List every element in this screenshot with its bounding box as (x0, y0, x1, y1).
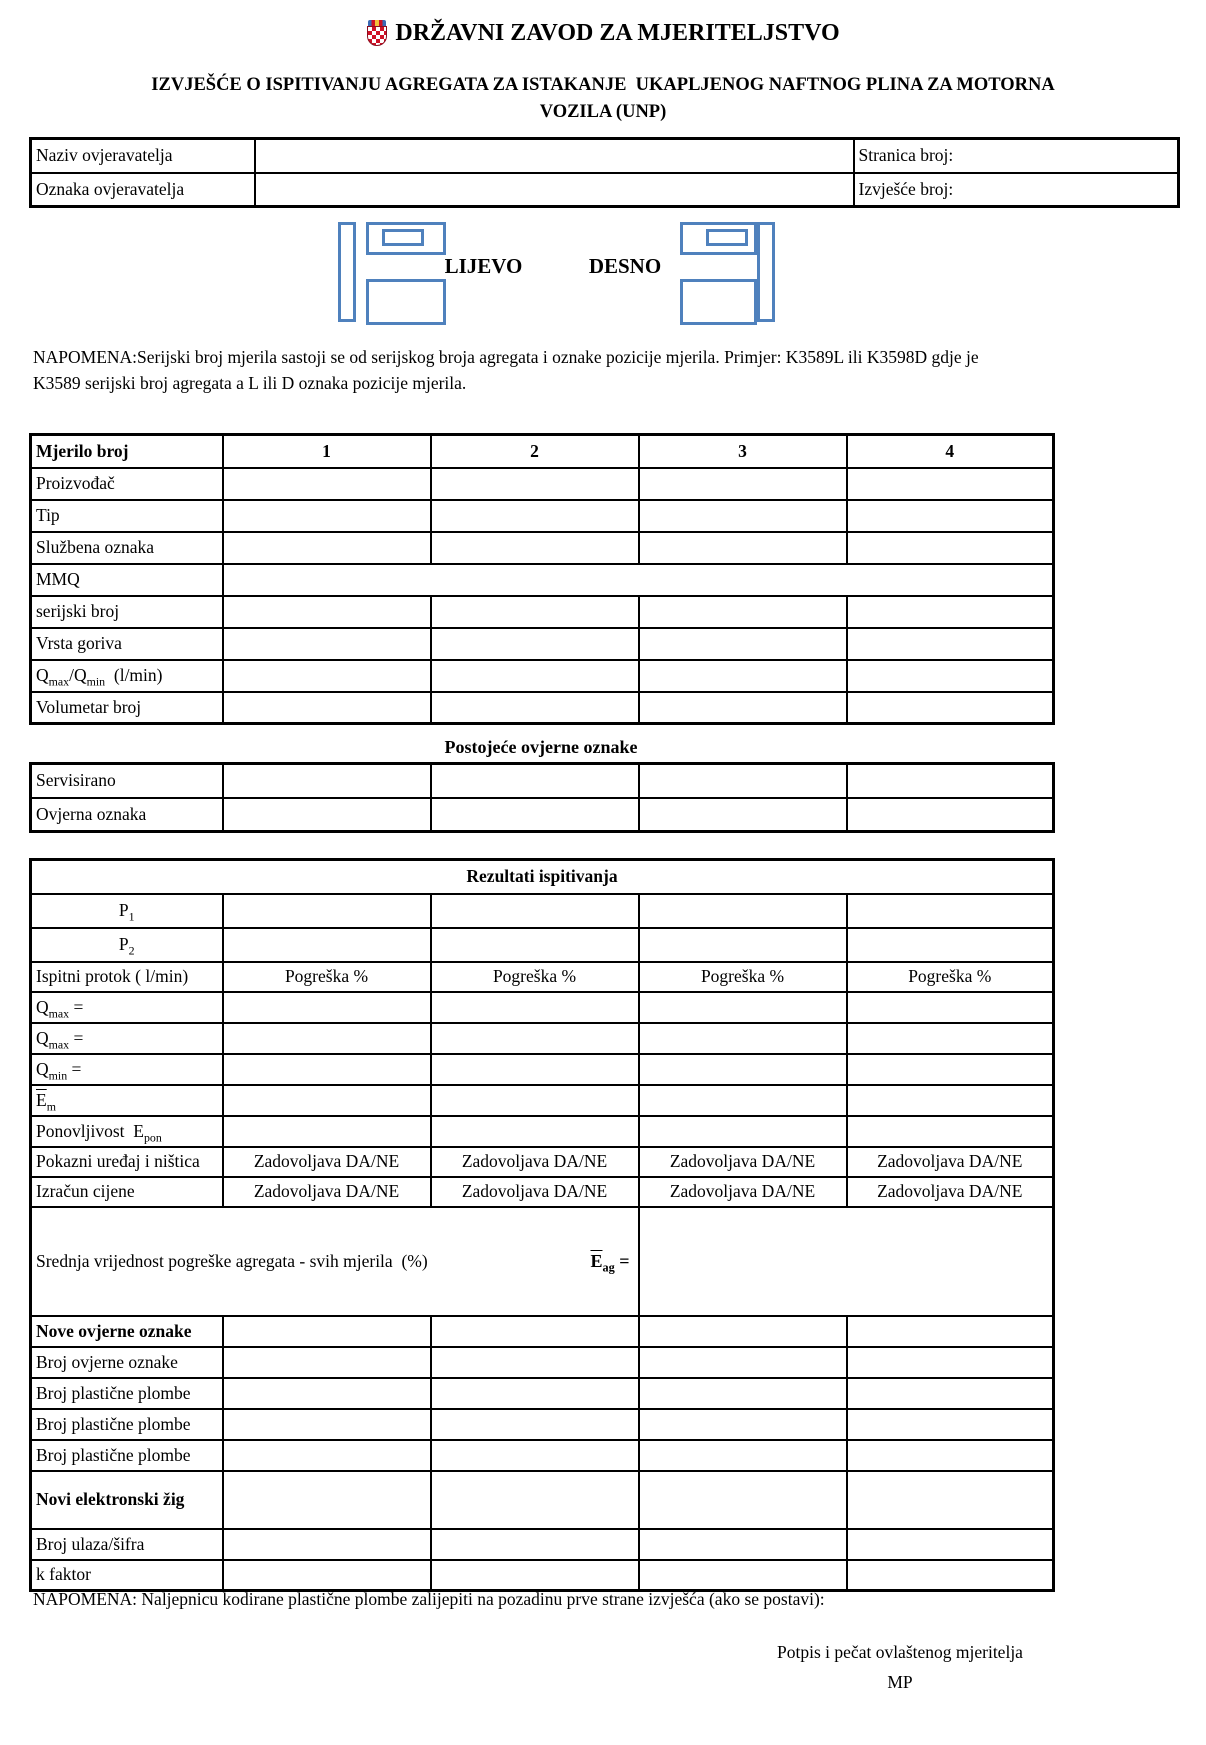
signature-caption: Potpis i pečat ovlaštenog mjeritelja (777, 1642, 1023, 1662)
value-cell (431, 894, 639, 928)
value-cell (847, 1409, 1054, 1440)
value-cell (223, 500, 431, 532)
verifier-mark-label: Oznaka ovjeravatelja (31, 173, 255, 207)
value-cell (431, 1378, 639, 1409)
value-cell (639, 1085, 847, 1116)
dispenser-figure-left (338, 222, 450, 325)
value-cell (847, 1440, 1054, 1471)
meter-number-label: Mjerilo broj (31, 435, 223, 468)
row-label: Broj ovjerne oznake (31, 1347, 223, 1378)
value-cell (847, 1054, 1054, 1085)
table-row (31, 928, 1054, 962)
merged-value-cell (223, 564, 1054, 596)
row-label: Vrsta goriva (31, 628, 223, 660)
sticker-note: NAPOMENA: Naljepnicu kodirane plastične plombe zalijepiti na pozadinu prve strane izvješća (ako se postavi): (33, 1589, 825, 1609)
dispenser-figure-right (680, 222, 775, 325)
value-cell (639, 1347, 847, 1378)
value-cell (639, 1316, 847, 1347)
value-cell (223, 764, 431, 798)
table-row (31, 764, 1054, 798)
report-title-line-2: VOZILA (UNP) (539, 102, 667, 122)
table-row (31, 1440, 1054, 1471)
value-cell (431, 798, 639, 832)
table-row (31, 500, 1054, 532)
value-cell (431, 468, 639, 500)
croatia-coat-of-arms-icon (366, 20, 388, 47)
value-cell (847, 1471, 1054, 1529)
table-row (31, 1347, 1054, 1378)
row-label: Proizvođač (31, 468, 223, 500)
pass-fail-cell: Zadovoljava DA/NE (639, 1147, 847, 1177)
table-row (31, 173, 1179, 207)
value-cell (639, 1378, 847, 1409)
value-cell (431, 1316, 639, 1347)
value-cell (847, 894, 1054, 928)
pass-fail-cell: Zadovoljava DA/NE (223, 1147, 431, 1177)
serial-number-note (33, 344, 1183, 396)
value-cell (847, 660, 1054, 692)
value-cell (223, 1409, 431, 1440)
row-label-qmin: $Q_{min}$ = (31, 1054, 223, 1085)
value-cell (223, 1054, 431, 1085)
row-label: MMQ (31, 564, 223, 596)
error-column-header: Pogreška % (847, 962, 1054, 992)
row-label: Pokazni uređaj i ništica (31, 1147, 223, 1177)
value-cell (223, 798, 431, 832)
value-cell (847, 500, 1054, 532)
row-label: Broj plastične plombe (31, 1440, 223, 1471)
existing-marks-table (29, 762, 1055, 833)
new-marks-label: Nove ovjerne oznake (31, 1316, 223, 1347)
table-row (31, 1409, 1054, 1440)
results-title: Rezultati ispitivanja (31, 860, 1054, 894)
signature-block (740, 1642, 1060, 1693)
row-label: Broj plastične plombe (31, 1378, 223, 1409)
dispenser-pillar (338, 222, 356, 322)
table-row (31, 596, 1054, 628)
error-column-header: Pogreška % (639, 962, 847, 992)
value-cell (847, 928, 1054, 962)
electronic-seal-label: Novi elektronski žig (31, 1471, 223, 1529)
row-label-repeatability: Ponovljivost $E_{pon}$ (31, 1116, 223, 1147)
value-cell (223, 1085, 431, 1116)
value-cell (847, 992, 1054, 1023)
dispenser-body-box (680, 279, 757, 325)
value-cell (847, 1316, 1054, 1347)
value-cell (639, 1440, 847, 1471)
value-cell (431, 1085, 639, 1116)
column-header-3: 3 (639, 435, 847, 468)
dispenser-display-window (706, 229, 748, 246)
value-cell (431, 628, 639, 660)
row-label-p2: $P_2$ (31, 928, 223, 962)
value-cell (639, 992, 847, 1023)
pass-fail-cell: Zadovoljava DA/NE (431, 1177, 639, 1207)
serial-note-line-1: NAPOMENA:Serijski broj mjerila sastoji se od serijskog broja agregata i oznake pozicije mjerila. Primjer: K3589L ili K3598D gdje je (33, 347, 979, 367)
row-label-qmax: $Q_{max}$ = (31, 992, 223, 1023)
value-cell (639, 1116, 847, 1147)
value-cell (639, 798, 847, 832)
mean-error-symbol: $\overline{E}_{ag}$ = (590, 1250, 630, 1275)
table-row (31, 992, 1054, 1023)
mean-error-label: Srednja vrijednost pogreške agregata - svih mjerila (%) (36, 1250, 428, 1271)
dispenser-body-box (366, 279, 446, 325)
pass-fail-cell: Zadovoljava DA/NE (847, 1147, 1054, 1177)
table-row (31, 1529, 1054, 1560)
row-label: Ovjerna oznaka (31, 798, 223, 832)
table-row (31, 1378, 1054, 1409)
value-cell (223, 628, 431, 660)
value-cell (223, 1316, 431, 1347)
value-cell (223, 894, 431, 928)
value-cell (847, 798, 1054, 832)
row-label: serijski broj (31, 596, 223, 628)
table-row (31, 139, 1179, 173)
value-cell (431, 500, 639, 532)
table-row (31, 1116, 1054, 1147)
value-cell (223, 532, 431, 564)
column-header-1: 1 (223, 435, 431, 468)
agency-title: DRŽAVNI ZAVOD ZA MJERITELJSTVO (395, 20, 840, 46)
value-cell (223, 1116, 431, 1147)
table-row (31, 798, 1054, 832)
table-row (31, 1085, 1054, 1116)
value-cell (639, 764, 847, 798)
value-cell (639, 1409, 847, 1440)
table-row (31, 1054, 1054, 1085)
table-row (31, 564, 1054, 596)
value-cell (639, 1529, 847, 1560)
test-flow-label: Ispitni protok ( l/min) (31, 962, 223, 992)
table-row (31, 1147, 1054, 1177)
value-cell (223, 1347, 431, 1378)
column-header-4: 4 (847, 435, 1054, 468)
value-cell (639, 928, 847, 962)
value-cell (639, 1023, 847, 1054)
table-row (31, 660, 1054, 692)
mean-error-row (31, 1207, 1054, 1316)
verifier-mark-value-cell (255, 173, 854, 207)
value-cell (431, 1529, 639, 1560)
table-row (31, 628, 1054, 660)
value-cell (431, 1409, 639, 1440)
value-cell (847, 1023, 1054, 1054)
row-label: Volumetar broj (31, 692, 223, 724)
value-cell (639, 1471, 847, 1529)
value-cell (431, 992, 639, 1023)
value-cell (223, 928, 431, 962)
table-row (31, 692, 1054, 724)
serial-note-line-2: K3589 serijski broj agregata a L ili D oznaka pozicije mjerila. (33, 373, 467, 393)
row-label: Broj ulaza/šifra (31, 1529, 223, 1560)
value-cell (847, 692, 1054, 724)
flow-header-row (31, 962, 1054, 992)
table-row (31, 1316, 1054, 1347)
meters-table (29, 433, 1055, 725)
column-header-2: 2 (431, 435, 639, 468)
value-cell (431, 928, 639, 962)
value-cell (223, 1471, 431, 1529)
row-label: Servisirano (31, 764, 223, 798)
value-cell (431, 596, 639, 628)
value-cell (431, 1054, 639, 1085)
value-cell (223, 468, 431, 500)
table-header-row (31, 435, 1054, 468)
table-row (31, 468, 1054, 500)
table-row (31, 1471, 1054, 1529)
report-title-line-1: IZVJEŠĆE O ISPITIVANJU AGREGATA ZA ISTAKANJE UKAPLJENOG NAFTNOG PLINA ZA MOTORNA (151, 75, 1055, 95)
value-cell (847, 1347, 1054, 1378)
row-label-qmax: $Q_{max}$ = (31, 1023, 223, 1054)
results-table (29, 858, 1055, 1592)
value-cell (639, 596, 847, 628)
value-cell (847, 532, 1054, 564)
row-label-p1: $P_1$ (31, 894, 223, 928)
value-cell (223, 1529, 431, 1560)
table-row (31, 1177, 1054, 1207)
value-cell (639, 894, 847, 928)
value-cell (847, 1529, 1054, 1560)
value-cell (431, 1023, 639, 1054)
value-cell (431, 532, 639, 564)
value-cell (431, 692, 639, 724)
results-title-row (31, 860, 1054, 894)
value-cell (223, 660, 431, 692)
verifier-name-value-cell (255, 139, 854, 173)
value-cell (223, 1023, 431, 1054)
pass-fail-cell: Zadovoljava DA/NE (639, 1177, 847, 1207)
value-cell (223, 992, 431, 1023)
value-cell (847, 1378, 1054, 1409)
report-title (0, 72, 1206, 126)
row-label: Tip (31, 500, 223, 532)
report-number-label: Izvješće broj: (854, 173, 1179, 207)
error-column-header: Pogreška % (431, 962, 639, 992)
value-cell (639, 500, 847, 532)
dispenser-display-window (382, 229, 424, 246)
row-label: Službena oznaka (31, 532, 223, 564)
value-cell (431, 764, 639, 798)
value-cell (639, 660, 847, 692)
dispenser-pillar (757, 222, 775, 322)
pass-fail-cell: Zadovoljava DA/NE (431, 1147, 639, 1177)
value-cell (431, 1116, 639, 1147)
coat-of-arms-shield (367, 26, 387, 46)
error-column-header: Pogreška % (223, 962, 431, 992)
value-cell (223, 596, 431, 628)
page-number-label: Stranica broj: (854, 139, 1179, 173)
stamp-initials: MP (887, 1672, 913, 1692)
value-cell (223, 692, 431, 724)
table-row (31, 894, 1054, 928)
verifier-name-label: Naziv ovjeravatelja (31, 139, 255, 173)
header (0, 20, 1206, 47)
value-cell (431, 1347, 639, 1378)
row-label: k faktor (31, 1560, 223, 1591)
value-cell (847, 628, 1054, 660)
value-cell (431, 660, 639, 692)
row-label-qmax-qmin: $Q_{max}/Q_{min}$ (l/min) (31, 660, 223, 692)
value-cell (847, 1085, 1054, 1116)
value-cell (639, 692, 847, 724)
value-cell (431, 1440, 639, 1471)
value-cell (847, 596, 1054, 628)
row-label: Izračun cijene (31, 1177, 223, 1207)
value-cell (639, 532, 847, 564)
mean-error-value-cell (639, 1207, 1054, 1316)
table-row (31, 532, 1054, 564)
value-cell (639, 628, 847, 660)
existing-marks-heading: Postojeće ovjerne oznake (444, 737, 638, 757)
value-cell (639, 468, 847, 500)
table-row (31, 1023, 1054, 1054)
pass-fail-cell: Zadovoljava DA/NE (847, 1177, 1054, 1207)
row-label-mean-error: $\overline{E}_m$ (31, 1085, 223, 1116)
right-position-caption: DESNO (588, 254, 662, 278)
value-cell (847, 468, 1054, 500)
value-cell (431, 1471, 639, 1529)
pass-fail-cell: Zadovoljava DA/NE (223, 1177, 431, 1207)
row-label: Broj plastične plombe (31, 1409, 223, 1440)
value-cell (639, 1054, 847, 1085)
value-cell (223, 1378, 431, 1409)
value-cell (223, 1440, 431, 1471)
verifier-info-table (29, 137, 1180, 208)
left-position-caption: LIJEVO (444, 254, 523, 278)
mean-error-label-cell (31, 1207, 639, 1316)
value-cell (847, 1116, 1054, 1147)
value-cell (847, 764, 1054, 798)
